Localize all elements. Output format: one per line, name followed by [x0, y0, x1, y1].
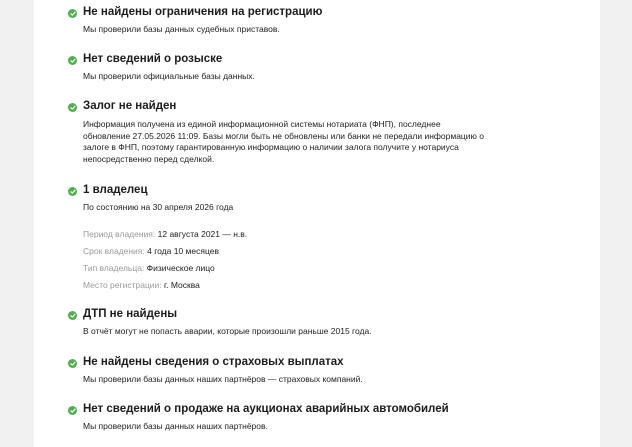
- detail-value: Физическое лицо: [146, 263, 215, 273]
- check-circle-icon: [68, 56, 77, 65]
- check-circle-icon: [68, 311, 77, 320]
- detail-row-ownership-duration: [83, 246, 219, 256]
- check-circle-icon: [68, 103, 77, 112]
- check-circle-icon: [68, 187, 77, 196]
- item-title: Нет сведений о продаже на аукционах аварийных автомобилей: [83, 403, 449, 415]
- item-description-line: залоге в ФНП, поэтому гарантированную информацию о наличии залога получите у нотариуса: [83, 142, 459, 152]
- report-card: [34, 0, 600, 447]
- item-title: Не найдены сведения о страховых выплатах: [83, 356, 344, 368]
- check-circle-icon: [68, 9, 77, 18]
- detail-value: г. Москва: [164, 280, 200, 290]
- detail-row-ownership-period: [83, 229, 247, 239]
- detail-label: Место регистрации:: [83, 280, 165, 290]
- item-description: Мы проверили базы данных наших партнёров — страховых компаний.: [83, 374, 363, 384]
- item-title: Залог не найден: [83, 100, 177, 112]
- check-circle-icon: [68, 406, 77, 415]
- item-title: Не найдены ограничения на регистрацию: [83, 6, 323, 18]
- detail-label: Тип владельца:: [83, 263, 147, 273]
- detail-row-registration-place: [83, 280, 200, 290]
- check-circle-icon: [68, 359, 77, 368]
- item-description: Мы проверили базы данных наших партнёров.: [83, 421, 268, 431]
- item-description-line: Информация получена из единой информационной системы нотариата (ФНП), последнее: [83, 119, 441, 129]
- detail-label: Срок владения:: [83, 246, 148, 256]
- detail-label: Период владения:: [83, 229, 158, 239]
- detail-row-owner-type: [83, 263, 215, 273]
- item-title: 1 владелец: [83, 184, 148, 196]
- detail-value: 12 августа 2021 — н.в.: [157, 229, 248, 239]
- item-description: По состоянию на 30 апреля 2026 года: [83, 202, 234, 212]
- item-title: ДТП не найдены: [83, 308, 178, 320]
- detail-value: 4 года 10 месяцев: [147, 246, 219, 256]
- item-title: Нет сведений о розыске: [83, 53, 223, 65]
- item-description: Мы проверили базы данных судебных приставов.: [83, 24, 280, 34]
- item-description: Мы проверили официальные базы данных.: [83, 71, 255, 81]
- item-description-line: обновление 27.05.2026 11:09. Базы могли быть не обновлены или банки не передали информацию о: [83, 130, 485, 141]
- item-description-line: непосредственно перед сделкой.: [83, 153, 215, 164]
- item-description: В отчёт могут не попасть аварии, которые произошли раньше 2015 года.: [83, 326, 372, 336]
